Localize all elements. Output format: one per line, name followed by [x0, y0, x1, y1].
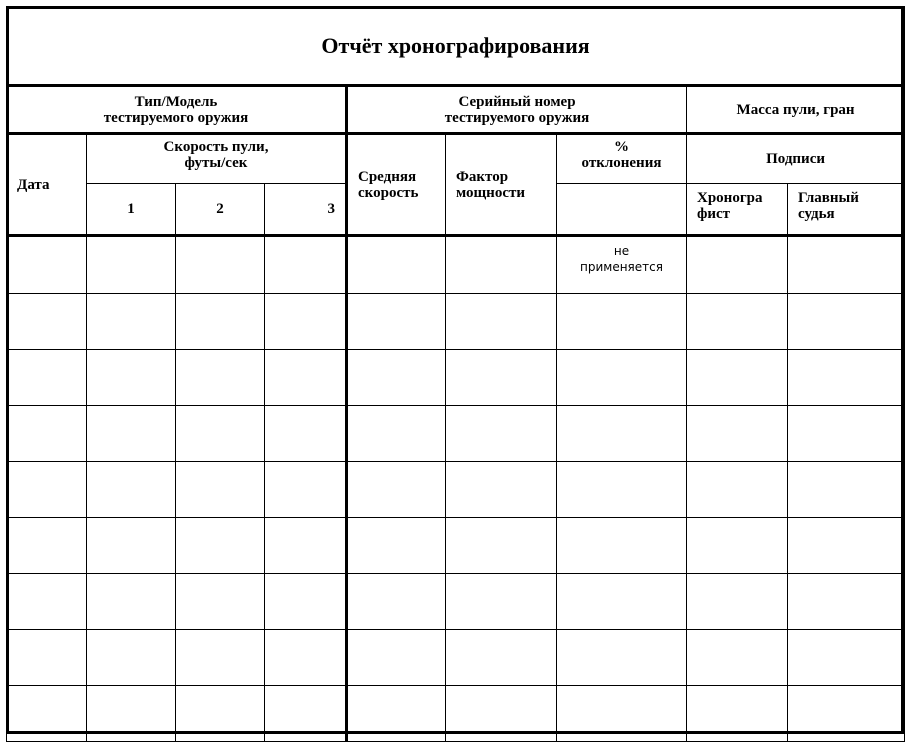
report-outer-frame — [6, 6, 904, 734]
not-applicable-line2: применяется — [580, 260, 663, 274]
report-title: Отчёт хронографирования — [7, 7, 905, 86]
deviation-line2: отклонения — [581, 155, 662, 171]
shot-1-header: 1 — [87, 184, 176, 236]
weapon-type-line2: тестируемого оружия — [103, 109, 249, 126]
speed-line1: Скорость пули, — [163, 139, 269, 155]
shot-3-header: 3 — [265, 184, 347, 236]
chronographist-line2: фист — [697, 206, 731, 222]
weapon-type-line1: Тип/Модель — [134, 93, 218, 110]
power-factor-line1: Фактор — [456, 168, 509, 185]
not-applicable-line1: не — [613, 244, 630, 258]
chief-judge-line2: судья — [798, 206, 835, 222]
serial-line1: Серийный номер — [458, 93, 576, 110]
avg-speed-line1: Средняя — [358, 168, 417, 185]
deviation-line1: % — [614, 139, 629, 155]
avg-speed-line2: скорость — [358, 184, 419, 201]
bullet-mass-header: Масса пули, гран — [687, 86, 905, 134]
signatures-header: Подписи — [687, 134, 905, 184]
serial-line2: тестируемого оружия — [444, 109, 590, 126]
shot-2-header: 2 — [176, 184, 265, 236]
date-header: Дата — [7, 134, 87, 236]
chief-judge-line1: Главный — [798, 190, 859, 206]
chronographist-line1: Хроногра — [697, 190, 763, 206]
speed-line2: футы/сек — [184, 155, 248, 171]
power-factor-line2: мощности — [456, 184, 525, 201]
